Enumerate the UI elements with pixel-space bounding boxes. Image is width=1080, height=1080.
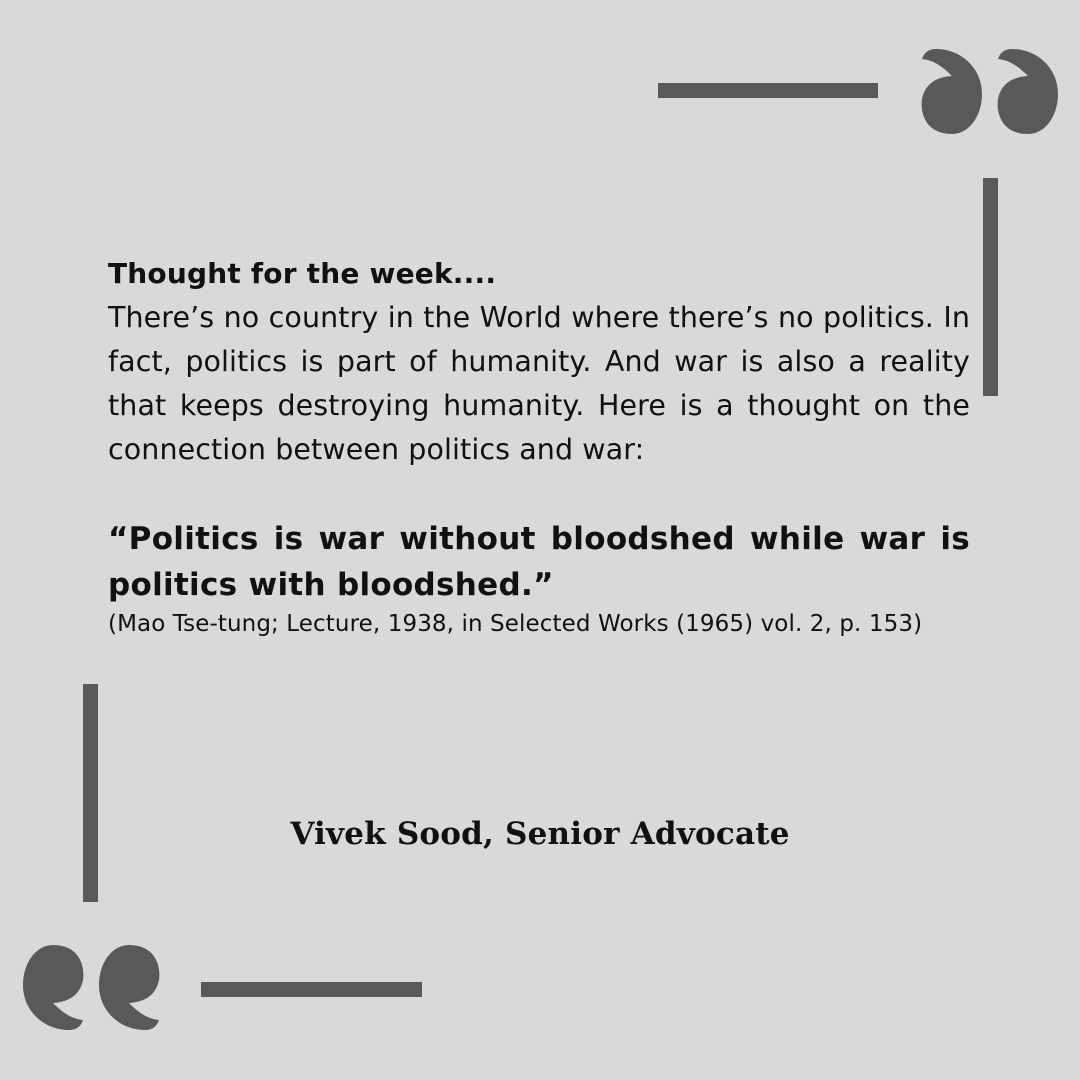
author-signature: Vivek Sood, Senior Advocate (290, 816, 790, 852)
content-block (108, 252, 970, 639)
quote-text: “Politics is war without bloodshed while war is politics with bloodshed.” (108, 521, 970, 603)
opening-quote-icon (18, 941, 163, 1033)
left-vertical-bar (83, 684, 98, 902)
top-divider-line (658, 83, 878, 98)
heading: Thought for the week.... (108, 257, 497, 290)
right-vertical-bar (983, 178, 998, 396)
intro-paragraph: There’s no country in the World where there’s no politics. In fact, politics is part of humanity. And war is also a reality that keeps destroying humanity. Here is a thought on the connection between politics and war: (108, 301, 970, 466)
closing-quote-icon (918, 46, 1063, 138)
citation: (Mao Tse-tung; Lecture, 1938, in Selected Works (1965) vol. 2, p. 153) (108, 611, 923, 637)
bottom-divider-line (201, 982, 422, 997)
